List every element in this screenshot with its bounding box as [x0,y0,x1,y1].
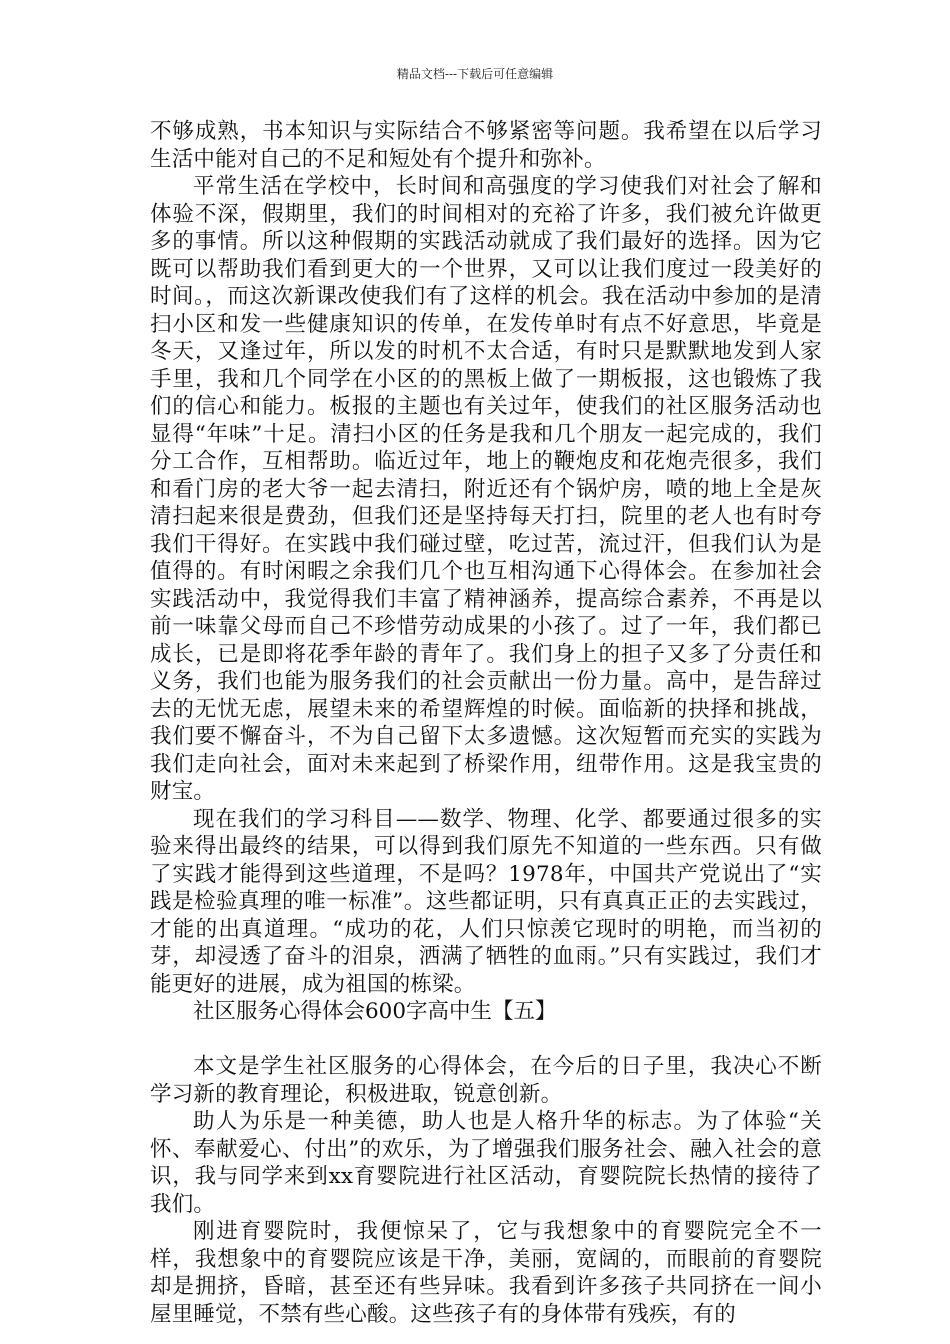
paragraph-4: 本文是学生社区服务的心得体会，在今后的日子里，我决心不断学习新的教育理论，积极进取，锐意创新。 [150,1054,822,1107]
document-body [150,118,822,1328]
paragraph-2: 平常生活在学校中，长时间和高强度的学习使我们对社会了解和体验不深，假期里，我们的时间相对的充裕了许多，我们被允许做更多的事情。所以这种假期的实践活动就成了我们最好的选择。因为它既可以帮助我们看到更大的一个世界，又可以让我们度过一段美好的时间。，而这次新课改使我们有了这样的机会。我在活动中参加的是清扫小区和发一些健康知识的传单，在发传单时有点不好意思，毕竟是冬天，又逢过年，所以发的时机不太合适，有时只是默默地发到人家手里，我和几个同学在小区的的黑板上做了一期板报，这也锻炼了我们的信心和能力。板报的主题也有关过年，使我们的社区服务活动也显得“年味”十足。清扫小区的任务是我和几个朋友一起完成的，我们分工合作，互相帮助。临近过年，地上的鞭炮皮和花炮壳很多，我们和看门房的老大爷一起去清扫，附近还有个锅炉房，喷的地上全是灰清扫起来很是费劲，但我们还是坚持每天打扫，院里的老人也有时夸我们干得好。在实践中我们碰过壁，吃过苦，流过汗，但我们认为是值得的。有时闲暇之余我们几个也互相沟通下心得体会。在参加社会实践活动中，我觉得我们丰富了精神涵养，提高综合素养，不再是以前一味靠父母而自己不珍惜劳动成果的小孩了。过了一年，我们都已成长，已是即将花季年龄的青年了。我们身上的担子又多了分责任和义务，我们也能为服务我们的社会贡献出一份力量。高中，是告辞过去的无忧无虑，展望未来的希望辉煌的时候。面临新的抉择和挑战，我们要不懈奋斗，不为自己留下太多遗憾。这次短暂而充实的实践为我们走向社会，面对未来起到了桥梁作用，纽带作用。这是我宝贵的财宝。 [150,174,822,804]
blank-line [150,1026,822,1054]
paragraph-1: 不够成熟，书本知识与实际结合不够紧密等问题。我希望在以后学习生活中能对自己的不足和短处有个提升和弥补。 [150,119,822,172]
page-header: 精品文档---下载后可任意编辑 [396,67,554,81]
paragraph-5: 助人为乐是一种美德，助人也是人格升华的标志。为了体验“关怀、奉献爱心、付出”的欢乐，为了增强我们服务社会、融入社会的意识，我与同学来到xx育婴院进行社区活动，育婴院院长热情的接待了我们。 [150,1109,822,1217]
paragraph-3: 现在我们的学习科目——数学、物理、化学、都要通过很多的实验来得出最终的结果，可以得到我们原先不知道的一些东西。只有做了实践才能得到这些道理，不是吗？1978年，中国共产党说出了“实践是检验真理的唯一标准”。这些都证明，只有真真正正的去实践过，才能的出真道理。“成功的花，人们只惊羡它现时的明艳，而当初的芽，却浸透了奋斗的泪泉，洒满了牺牲的血雨。”只有实践过，我们才能更好的进展，成为祖国的栋梁。 [150,806,822,997]
paragraph-6: 刚进育婴院时，我便惊呆了，它与我想象中的育婴院完全不一样，我想象中的育婴院应该是干净，美丽，宽阔的，而眼前的育婴院却是拥挤，昏暗，甚至还有些异味。我看到许多孩子共同挤在一间小屋里睡觉，不禁有些心酸。这些孩子有的身体带有残疾，有的 [150,1219,822,1327]
section-heading: 社区服务心得体会600字高中生【五】 [193,999,557,1024]
